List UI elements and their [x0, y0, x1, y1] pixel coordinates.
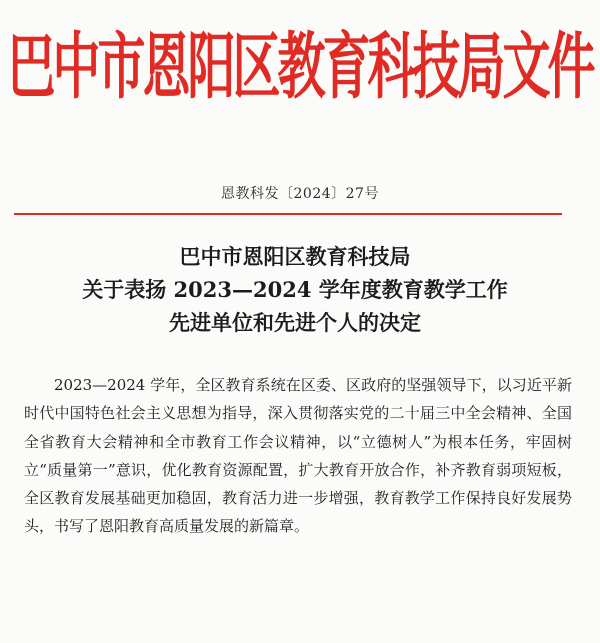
- body-paragraph: 2023—2024 学年，全区教育系统在区委、区政府的坚强领导下，以习近平新时代中国特色社会主义思想为指导，深入贯彻落实党的二十届三中全会精神、全国全省教育大会精神和全市教育工作会议精神，以“立德树人”为根本任务，牢固树立“质量第一”意识，优化教育资源配置，扩大教育开放合作，补齐教育弱项短板，全区教育发展基础更加稳固，教育活力进一步增强，教育教学工作保持良好发展势头，书写了恩阳教育高质量发展的新篇章。: [24, 376, 572, 536]
- issuer-header: 巴中市恩阳区教育科技局文件: [7, 24, 593, 109]
- title-line-1: 巴中市恩阳区教育科技局: [179, 244, 411, 269]
- title-line-3: 先进单位和先进个人的决定: [169, 310, 421, 335]
- title-line-2: 关于表扬 2023—2024 学年度教育教学工作: [82, 277, 508, 302]
- document-body: [24, 371, 572, 541]
- document-title: [0, 240, 590, 339]
- red-separator-line: [14, 213, 562, 215]
- document-number: 恩教科发〔2024〕27号: [221, 186, 379, 202]
